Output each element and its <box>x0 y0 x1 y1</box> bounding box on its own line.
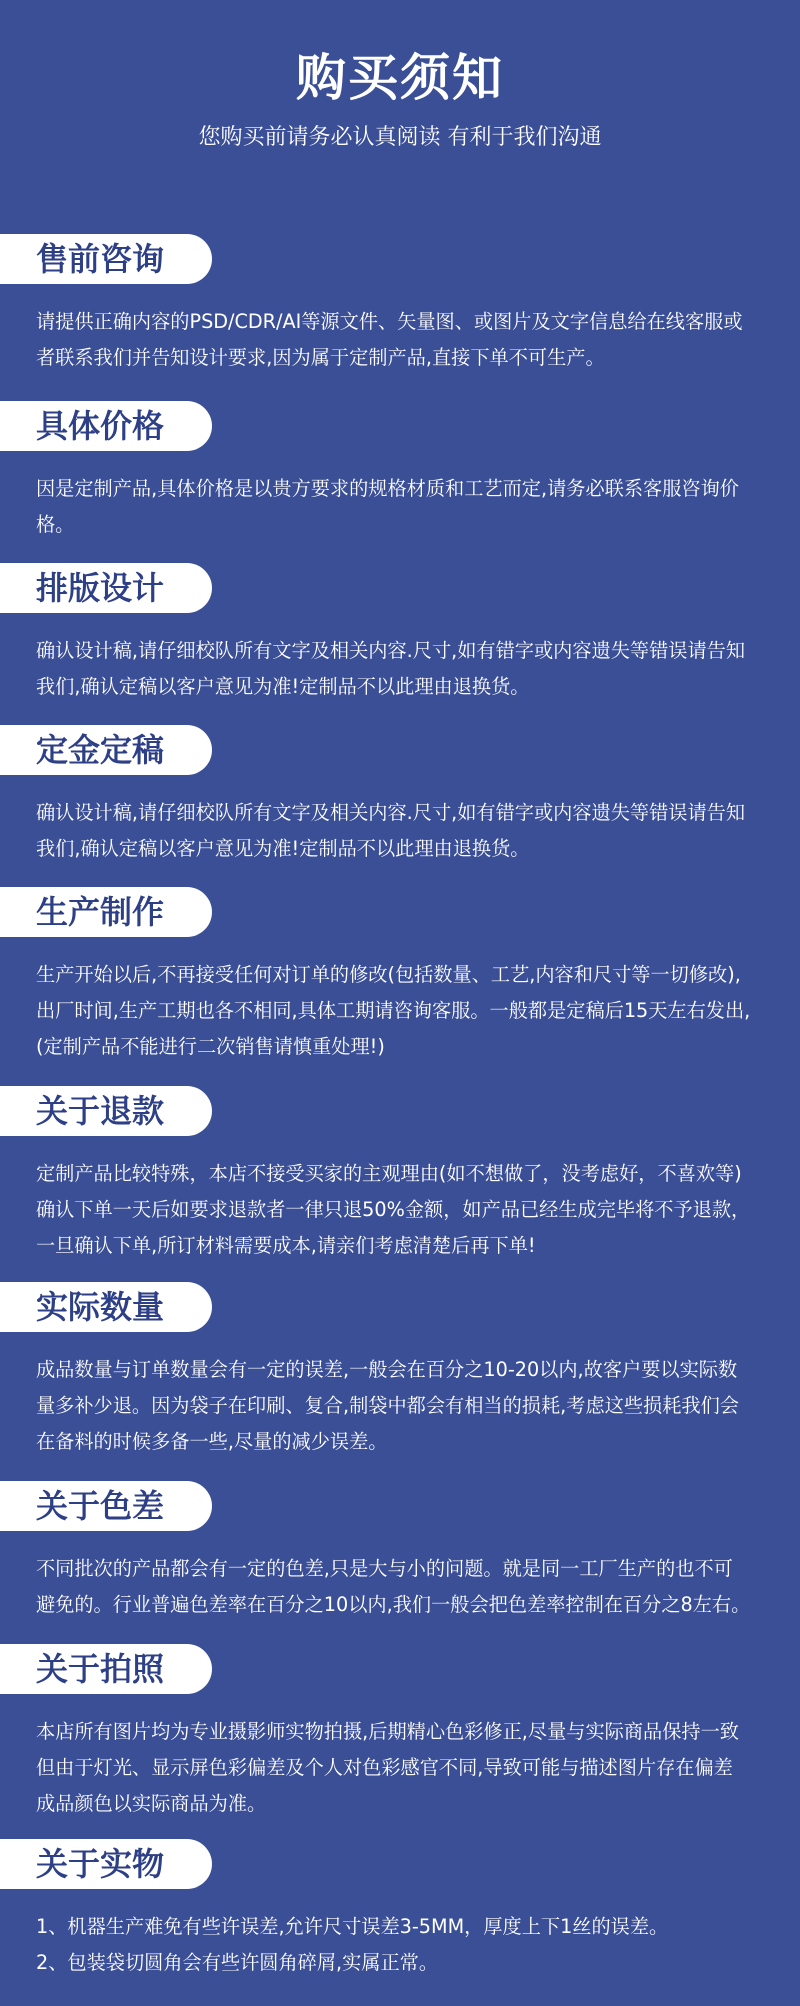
section-line: 2、包装袋切圆角会有些许圆角碎屑,实属正常。 <box>36 1951 439 1974</box>
section-heading-pill <box>0 887 212 937</box>
section-heading: 关于退款 <box>36 1092 165 1130</box>
section-heading-pill <box>0 1086 212 1136</box>
section-heading: 关于拍照 <box>36 1650 165 1688</box>
section-line: 请提供正确内容的PSD/CDR/AI等源文件、矢量图、或图片及文字信息给在线客服或 <box>36 310 743 333</box>
section-line: 确认设计稿,请仔细校队所有文字及相关内容.尺寸,如有错字或内容遗失等错误请告知 <box>36 639 746 662</box>
section-heading: 具体价格 <box>36 407 165 445</box>
section-line: 避免的。行业普遍色差率在百分之10以内,我们一般会把色差率控制在百分之8左右。 <box>36 1593 751 1616</box>
section-line: 1、机器生产难免有些许误差,允许尺寸误差3-5MM，厚度上下1丝的误差。 <box>36 1915 669 1938</box>
section-line: 确认设计稿,请仔细校队所有文字及相关内容.尺寸,如有错字或内容遗失等错误请告知 <box>36 801 746 824</box>
section-heading: 实际数量 <box>36 1288 165 1326</box>
section-heading-pill <box>0 1282 212 1332</box>
section-line: 生产开始以后,不再接受任何对订单的修改(包括数量、工艺,内容和尺寸等一切修改), <box>36 963 741 986</box>
section-line: 者联系我们并告知设计要求,因为属于定制产品,直接下单不可生产。 <box>36 346 605 369</box>
section-body <box>36 795 772 867</box>
section-line: (定制产品不能进行二次销售请慎重处理!) <box>36 1035 385 1058</box>
section-heading: 关于实物 <box>36 1845 165 1883</box>
page-title: 购买须知 <box>296 49 504 107</box>
section-heading: 售前咨询 <box>36 240 165 278</box>
section-line: 成品颜色以实际商品为准。 <box>36 1792 267 1815</box>
section-body <box>36 1156 772 1264</box>
section-line: 格。 <box>36 513 75 536</box>
section-line: 确认下单一天后如要求退款者一律只退50%金额，如产品已经生成完毕将不予退款， <box>36 1198 751 1221</box>
section-body <box>36 471 772 543</box>
section-heading-pill <box>0 725 212 775</box>
section-body <box>36 304 772 376</box>
section-line: 我们,确认定稿以客户意见为准!定制品不以此理由退换货。 <box>36 675 530 698</box>
section-body <box>36 1551 772 1623</box>
section-line: 本店所有图片均为专业摄影师实物拍摄,后期精心色彩修正,尽量与实际商品保持一致 <box>36 1720 739 1743</box>
page-subtitle: 您购买前请务必认真阅读 有利于我们沟通 <box>198 125 602 150</box>
section-line: 量多补少退。因为袋子在印刷、复合,制袋中都会有相当的损耗,考虑这些损耗我们会 <box>36 1394 739 1417</box>
section-line: 因是定制产品,具体价格是以贵方要求的规格材质和工艺而定,请务必联系客服咨询价 <box>36 477 739 500</box>
section-body <box>36 1714 772 1822</box>
section-heading-pill <box>0 1644 212 1694</box>
section-line: 在备料的时候多备一些,尽量的减少误差。 <box>36 1430 388 1453</box>
section-line: 但由于灯光、显示屏色彩偏差及个人对色彩感官不同,导致可能与描述图片存在偏差 <box>36 1756 733 1779</box>
section-heading-pill <box>0 563 212 613</box>
section-line: 出厂时间,生产工期也各不相同,具体工期请咨询客服。一般都是定稿后15天左右发出, <box>36 999 751 1022</box>
section-line: 我们,确认定稿以客户意见为准!定制品不以此理由退换货。 <box>36 837 530 860</box>
section-line: 成品数量与订单数量会有一定的误差,一般会在百分之10-20以内,故客户要以实际数 <box>36 1358 738 1381</box>
section-heading-pill <box>0 1839 212 1889</box>
section-heading: 生产制作 <box>36 893 165 931</box>
section-body <box>36 1352 772 1460</box>
section-line: 一旦确认下单,所订材料需要成本,请亲们考虑清楚后再下单! <box>36 1234 536 1257</box>
section-heading: 排版设计 <box>36 569 165 607</box>
section-line: 不同批次的产品都会有一定的色差,只是大与小的问题。就是同一工厂生产的也不可 <box>36 1557 733 1580</box>
section-body <box>36 1909 772 1981</box>
section-body <box>36 633 772 705</box>
section-heading: 关于色差 <box>36 1487 165 1525</box>
section-heading-pill <box>0 1481 212 1531</box>
section-heading-pill <box>0 401 212 451</box>
section-line: 定制产品比较特殊，本店不接受买家的主观理由(如不想做了，没考虑好，不喜欢等) <box>36 1162 742 1185</box>
section-heading-pill <box>0 234 212 284</box>
section-heading: 定金定稿 <box>36 731 165 769</box>
section-body <box>36 957 772 1065</box>
